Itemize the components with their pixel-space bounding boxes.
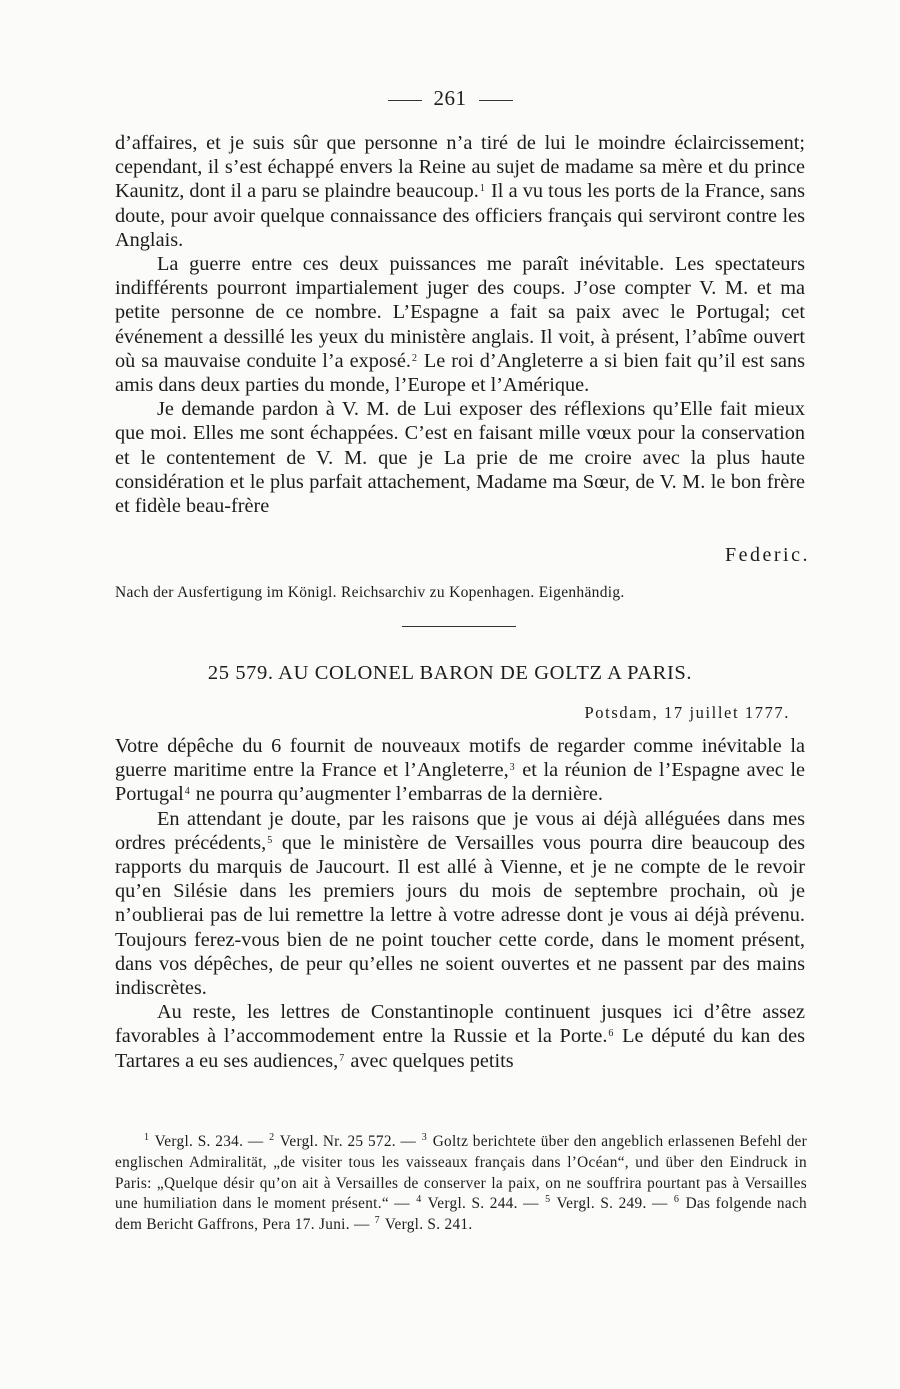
footnote-ref: 1	[144, 1132, 150, 1143]
footnote-ref: 7	[374, 1215, 380, 1227]
header-dash-left	[388, 100, 422, 101]
place-date: Potsdam, 17 juillet 1777.	[584, 703, 790, 722]
text-run: En attendant je doute, par les raisons que je vous ai déjà alléguées dans mes ordres précédents,	[115, 807, 805, 854]
paragraph	[115, 1000, 805, 1073]
footnote-ref: 5	[267, 834, 273, 846]
text-run: Vergl. Nr. 25 572. —	[275, 1133, 421, 1150]
paragraph	[115, 807, 805, 1001]
footnote-ref: 4	[416, 1194, 422, 1206]
text-run: Goltz berichtete über den angeblich erlassenen Befehl der englischen Admiralität, „de visiter tous les vaisseaux français dans l’Océan“, und über den Eindruck in Paris: „Quelque désir qu’on ait à Versailles de conserver la paix, on ne souffrira pourtant pas à Versailles une humiliation dans le moment présent.“ —	[115, 1133, 807, 1213]
header-dash-right	[479, 100, 513, 101]
footnote-ref: 6	[673, 1194, 680, 1206]
paragraph	[115, 397, 805, 518]
text-run: Vergl. S. 244. —	[422, 1195, 545, 1213]
text-run: Le député du kan des Tartares a eu ses audiences,	[115, 1025, 805, 1072]
text-run: d’affaires, et je suis sûr que personne n’a tiré de lui le moindre éclaircissement; cependant, il s’est échappé envers la Reine au sujet de madame sa mère et du prince Kaunitz, dont il a paru se plaindre beaucoup.	[115, 132, 805, 203]
source-note: Nach der Ausfertigung im Königl. Reichsarchiv zu Kopenhagen. Eigenhändig.	[115, 584, 625, 601]
text-run: Das folgende nach dem Bericht Gaffrons, Pera 17. Juni. —	[115, 1195, 807, 1234]
footnotes	[115, 1132, 807, 1236]
footnote-ref: 1	[479, 183, 485, 195]
paragraph	[115, 734, 805, 807]
footnote-ref: 4	[184, 786, 190, 798]
text-run: La guerre entre ces deux puissances me paraît inévitable. Les spectateurs indifférents pourront impartialement juger des coups. J’ose compter V. M. et ma petite personne de ce nombre. L’Espagne a fait sa paix avec le Portugal; cet événement a dessillé les yeux du ministère anglais. Il voit, à présent, l’abîme ouvert où sa mauvaise conduite l’a exposé.	[115, 253, 805, 372]
footnote-ref: 3	[421, 1132, 428, 1143]
text-run: Le roi d’Angleterre a si bien fait qu’il est sans amis dans deux parties du monde, l’Europe et l’Amérique.	[115, 349, 805, 397]
text-run: que le ministère de Versailles vous pourra dire beaucoup des rapports du marquis de Jaucourt. Il est allé à Vienne, et je ne compte de le revoir qu’en Silésie dans les premiers jours du mois de septembre prochain, où je n’oublierai pas de lui remettre la lettre à votre adresse dont je vous ai déjà prévenu. Toujours ferez-vous bien de ne point toucher cette corde, dans le moment présent, dans vos dépêches, de peur qu’elles ne soient ouvertes et ne passent par des mains indiscrètes.	[115, 831, 805, 1000]
signature: Federic.	[725, 544, 810, 566]
text-run: avec quelques petits	[345, 1049, 514, 1072]
text-run: Je demande pardon à V. M. de Lui exposer des réflexions qu’Elle fait mieux que moi. Elles me sont échappées. C’est en faisant mille vœux pour la conservation et le contentement de V. M. que je La prie de me croire avec la plus haute considération et le plus parfait attachement, Madame ma Sœur, de V. M. le bon frère et fidèle beau-frère	[115, 398, 805, 518]
footnote-ref: 7	[339, 1052, 345, 1064]
text-run: ne pourra qu’augmenter l’embarras de la dernière.	[190, 783, 603, 806]
text-run: Vergl. S. 241.	[380, 1216, 473, 1234]
paragraph	[115, 252, 805, 397]
text-run: et la réunion de l’Espagne avec le Portugal	[115, 759, 805, 806]
letter-body	[115, 734, 805, 1073]
text-run: Vergl. S. 234. —	[150, 1133, 269, 1150]
text-run: Votre dépêche du 6 fournit de nouveaux motifs de regarder comme inévitable la guerre maritime entre la France et l’Angleterre,	[115, 735, 805, 782]
paragraph	[115, 131, 805, 252]
section-divider	[402, 626, 516, 627]
letter-heading: 25 579. AU COLONEL BARON DE GOLTZ A PARIS.	[207, 662, 693, 684]
footnote-paragraph	[115, 1132, 807, 1236]
footnote-ref: 6	[608, 1028, 614, 1040]
footnote-ref: 2	[412, 352, 417, 364]
footnote-ref: 2	[269, 1132, 275, 1143]
previous-letter-body	[115, 131, 805, 518]
text-run: Il a vu tous les ports de la France, sans doute, pour avoir quelque connaissance des officiers français qui serviront contre les Anglais.	[115, 180, 805, 251]
footnote-ref: 5	[545, 1194, 551, 1206]
text-run: Au reste, les lettres de Constantinople continuent jusques ici d’être assez favorables à l’accommodement entre la Russie et la Porte.	[115, 1001, 805, 1048]
text-run: Vergl. S. 249. —	[551, 1195, 673, 1213]
page-header	[0, 86, 900, 111]
page-number: 261	[433, 86, 467, 110]
footnote-ref: 3	[509, 762, 515, 774]
